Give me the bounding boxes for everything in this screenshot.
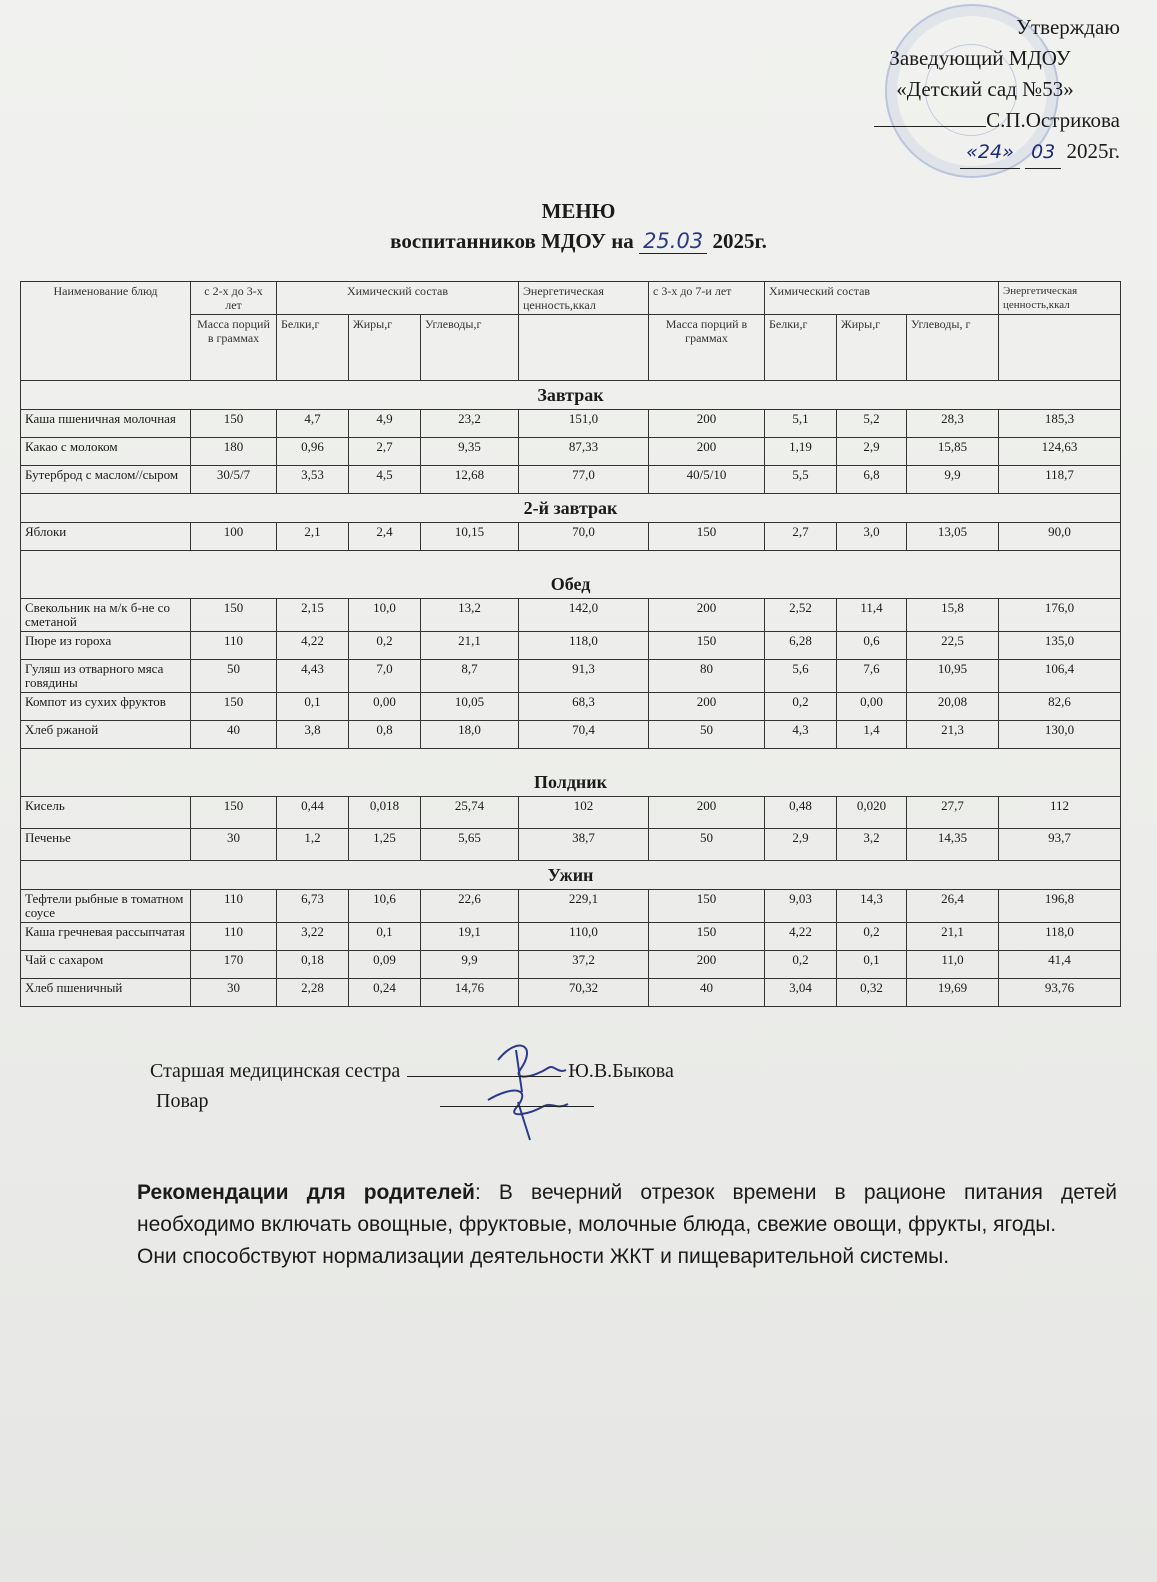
cell-mass-2-3: 110	[191, 890, 277, 923]
header-protein-2: Белки,г	[765, 315, 837, 381]
cell-energy-2-3: 87,33	[519, 438, 649, 466]
cell-protein-2-3: 4,43	[277, 660, 349, 693]
cell-fat-3-7: 3,2	[837, 829, 907, 861]
cell-carbs-3-7: 21,3	[907, 721, 999, 749]
cell-mass-2-3: 100	[191, 523, 277, 551]
cell-energy-3-7: 106,4	[999, 660, 1121, 693]
cook-title: Повар	[156, 1090, 209, 1112]
cell-fat-2-3: 0,2	[349, 632, 421, 660]
table-row	[21, 410, 1121, 438]
table-row	[21, 951, 1121, 979]
recommendation-label: Рекомендации для родителей	[137, 1181, 475, 1204]
cell-mass-2-3: 180	[191, 438, 277, 466]
nurse-signature-line	[407, 1058, 561, 1077]
cell-protein-2-3: 0,1	[277, 693, 349, 721]
cell-mass-3-7: 40	[649, 979, 765, 1007]
cell-energy-3-7: 124,63	[999, 438, 1121, 466]
recommendation-text: : В вечерний отрезок времени в рационе питания детей необходимо включать овощные, фруктовые, молочные блюда, свежие овощи, фрукты, ягоды.	[137, 1181, 1117, 1236]
cell-protein-3-7: 6,28	[765, 632, 837, 660]
header-carbs-2: Углеводы, г	[907, 315, 999, 381]
header-carbs-1: Углеводы,г	[421, 315, 519, 381]
cell-fat-2-3: 0,24	[349, 979, 421, 1007]
cell-energy-3-7: 93,76	[999, 979, 1121, 1007]
cell-fat-3-7: 11,4	[837, 599, 907, 632]
cell-carbs-3-7: 15,8	[907, 599, 999, 632]
cell-carbs-3-7: 21,1	[907, 923, 999, 951]
cell-protein-3-7: 9,03	[765, 890, 837, 923]
cell-fat-3-7: 6,8	[837, 466, 907, 494]
cell-dish-name: Гуляш из отварного мяса говядины	[21, 660, 191, 693]
cell-carbs-3-7: 27,7	[907, 797, 999, 829]
cell-carbs-3-7: 10,95	[907, 660, 999, 693]
cell-carbs-3-7: 22,5	[907, 632, 999, 660]
nurse-title: Старшая медицинская сестра	[150, 1060, 401, 1082]
cell-fat-3-7: 3,0	[837, 523, 907, 551]
header-energy-1: Энергетическая ценность,ккал	[519, 282, 649, 315]
section-title: 2-й завтрак	[21, 494, 1121, 523]
cell-dish-name: Чай с сахаром	[21, 951, 191, 979]
cell-energy-3-7: 176,0	[999, 599, 1121, 632]
cell-fat-2-3: 7,0	[349, 660, 421, 693]
cell-dish-name: Каша гречневая рассыпчатая	[21, 923, 191, 951]
cell-fat-3-7: 5,2	[837, 410, 907, 438]
title-line-1: МЕНЮ	[541, 199, 616, 223]
cell-energy-3-7: 112	[999, 797, 1121, 829]
table-row	[21, 466, 1121, 494]
cell-energy-2-3: 102	[519, 797, 649, 829]
cell-fat-2-3: 0,1	[349, 923, 421, 951]
cell-protein-3-7: 0,48	[765, 797, 837, 829]
cell-protein-2-3: 3,22	[277, 923, 349, 951]
table-row	[21, 438, 1121, 466]
section-row	[21, 381, 1121, 410]
table-row	[21, 890, 1121, 923]
cell-energy-3-7: 196,8	[999, 890, 1121, 923]
cell-energy-3-7: 93,7	[999, 829, 1121, 861]
cell-energy-3-7: 130,0	[999, 721, 1121, 749]
cell-mass-2-3: 30/5/7	[191, 466, 277, 494]
cell-fat-3-7: 0,00	[837, 693, 907, 721]
cell-energy-3-7: 82,6	[999, 693, 1121, 721]
cell-mass-2-3: 150	[191, 797, 277, 829]
cell-fat-2-3: 0,09	[349, 951, 421, 979]
cell-dish-name: Печенье	[21, 829, 191, 861]
cell-carbs-3-7: 15,85	[907, 438, 999, 466]
cell-energy-2-3: 70,4	[519, 721, 649, 749]
cell-dish-name: Хлеб пшеничный	[21, 979, 191, 1007]
cell-dish-name: Тефтели рыбные в томатном соусе	[21, 890, 191, 923]
cell-carbs-2-3: 5,65	[421, 829, 519, 861]
cell-mass-3-7: 80	[649, 660, 765, 693]
header-name: Наименование блюд	[21, 282, 191, 381]
cell-energy-3-7: 185,3	[999, 410, 1121, 438]
cell-carbs-3-7: 28,3	[907, 410, 999, 438]
cell-carbs-2-3: 12,68	[421, 466, 519, 494]
cell-fat-3-7: 2,9	[837, 438, 907, 466]
cook-signature-line	[440, 1088, 594, 1107]
handwritten-date: 25.03	[639, 229, 707, 254]
cell-energy-2-3: 37,2	[519, 951, 649, 979]
table-row	[21, 829, 1121, 861]
cell-carbs-2-3: 19,1	[421, 923, 519, 951]
table-row	[21, 721, 1121, 749]
cell-fat-2-3: 0,8	[349, 721, 421, 749]
header-row-1	[21, 282, 1121, 315]
title-prefix: воспитанников МДОУ на	[390, 229, 634, 253]
cell-protein-2-3: 4,7	[277, 410, 349, 438]
header-mass-2: Масса порций в граммах	[649, 315, 765, 381]
section-row	[21, 749, 1121, 797]
table-row	[21, 923, 1121, 951]
cell-protein-2-3: 2,28	[277, 979, 349, 1007]
cell-protein-3-7: 4,22	[765, 923, 837, 951]
table-row	[21, 693, 1121, 721]
header-fat-1: Жиры,г	[349, 315, 421, 381]
cell-mass-3-7: 200	[649, 410, 765, 438]
cell-fat-3-7: 0,32	[837, 979, 907, 1007]
table-row	[21, 632, 1121, 660]
approval-date-year: 2025г.	[1066, 139, 1120, 163]
cell-carbs-2-3: 18,0	[421, 721, 519, 749]
cell-carbs-3-7: 19,69	[907, 979, 999, 1007]
cell-protein-2-3: 1,2	[277, 829, 349, 861]
cell-dish-name: Какао с молоком	[21, 438, 191, 466]
cell-dish-name: Свекольник на м/к б-не со сметаной	[21, 599, 191, 632]
cell-energy-2-3: 110,0	[519, 923, 649, 951]
cell-dish-name: Пюре из гороха	[21, 632, 191, 660]
cell-energy-2-3: 77,0	[519, 466, 649, 494]
cell-protein-2-3: 0,44	[277, 797, 349, 829]
cell-energy-2-3: 91,3	[519, 660, 649, 693]
cell-mass-3-7: 50	[649, 721, 765, 749]
cell-carbs-2-3: 13,2	[421, 599, 519, 632]
cell-protein-3-7: 5,1	[765, 410, 837, 438]
cell-carbs-2-3: 14,76	[421, 979, 519, 1007]
cell-energy-2-3: 38,7	[519, 829, 649, 861]
cell-carbs-2-3: 25,74	[421, 797, 519, 829]
cell-energy-2-3: 70,32	[519, 979, 649, 1007]
cell-fat-3-7: 0,020	[837, 797, 907, 829]
cell-fat-3-7: 1,4	[837, 721, 907, 749]
cell-protein-3-7: 2,9	[765, 829, 837, 861]
cell-fat-2-3: 0,018	[349, 797, 421, 829]
cell-mass-3-7: 150	[649, 523, 765, 551]
cell-fat-2-3: 4,9	[349, 410, 421, 438]
header-chem-1: Химический состав	[277, 282, 519, 315]
cell-energy-2-3: 142,0	[519, 599, 649, 632]
table-row	[21, 797, 1121, 829]
header-energy-2: Энергетическая ценность,ккал	[999, 282, 1121, 315]
table-row	[21, 660, 1121, 693]
cell-fat-2-3: 4,5	[349, 466, 421, 494]
cell-fat-3-7: 0,2	[837, 923, 907, 951]
cell-carbs-3-7: 9,9	[907, 466, 999, 494]
cell-fat-2-3: 1,25	[349, 829, 421, 861]
cell-mass-3-7: 150	[649, 923, 765, 951]
cell-fat-2-3: 2,4	[349, 523, 421, 551]
cell-protein-2-3: 2,15	[277, 599, 349, 632]
cell-mass-2-3: 150	[191, 410, 277, 438]
signature-line	[874, 108, 986, 127]
cell-fat-3-7: 7,6	[837, 660, 907, 693]
cell-carbs-2-3: 9,35	[421, 438, 519, 466]
cell-carbs-2-3: 21,1	[421, 632, 519, 660]
title-line-2	[0, 226, 1157, 256]
cell-mass-2-3: 50	[191, 660, 277, 693]
approval-date-day: «24»	[960, 137, 1020, 169]
cell-carbs-3-7: 13,05	[907, 523, 999, 551]
header-age-2: с 3-х до 7-и лет	[649, 282, 765, 315]
approval-block	[820, 12, 1120, 169]
cell-protein-2-3: 3,53	[277, 466, 349, 494]
cell-mass-3-7: 200	[649, 951, 765, 979]
approval-date-month: 03	[1025, 137, 1061, 169]
cell-protein-2-3: 3,8	[277, 721, 349, 749]
cell-mass-3-7: 200	[649, 797, 765, 829]
cell-energy-3-7: 41,4	[999, 951, 1121, 979]
cell-carbs-3-7: 20,08	[907, 693, 999, 721]
cell-energy-2-3: 70,0	[519, 523, 649, 551]
cell-carbs-2-3: 8,7	[421, 660, 519, 693]
table-row	[21, 979, 1121, 1007]
recommendation-paragraph	[137, 1177, 1117, 1241]
cell-energy-3-7: 118,7	[999, 466, 1121, 494]
cell-dish-name: Яблоки	[21, 523, 191, 551]
cell-mass-2-3: 170	[191, 951, 277, 979]
table-row	[21, 523, 1121, 551]
cell-protein-3-7: 2,7	[765, 523, 837, 551]
section-title: Завтрак	[21, 381, 1121, 410]
approval-line-2: Заведующий МДОУ	[889, 46, 1071, 70]
cell-carbs-3-7: 14,35	[907, 829, 999, 861]
cell-energy-3-7: 90,0	[999, 523, 1121, 551]
cell-protein-2-3: 0,96	[277, 438, 349, 466]
cell-carbs-3-7: 26,4	[907, 890, 999, 923]
cell-energy-2-3: 118,0	[519, 632, 649, 660]
cell-carbs-2-3: 9,9	[421, 951, 519, 979]
cell-carbs-2-3: 10,05	[421, 693, 519, 721]
cell-protein-2-3: 0,18	[277, 951, 349, 979]
cell-fat-2-3: 10,0	[349, 599, 421, 632]
cell-mass-3-7: 200	[649, 693, 765, 721]
title-suffix: 2025г.	[712, 229, 767, 253]
cell-carbs-2-3: 22,6	[421, 890, 519, 923]
cell-energy-2-3: 229,1	[519, 890, 649, 923]
cell-dish-name: Компот из сухих фруктов	[21, 693, 191, 721]
cell-fat-3-7: 14,3	[837, 890, 907, 923]
cell-mass-3-7: 150	[649, 890, 765, 923]
cell-energy-2-3: 151,0	[519, 410, 649, 438]
cell-fat-3-7: 0,6	[837, 632, 907, 660]
section-title: Ужин	[21, 861, 1121, 890]
cell-mass-2-3: 150	[191, 599, 277, 632]
header-age-1: с 2-х до 3-х лет	[191, 282, 277, 315]
menu-table	[20, 281, 1121, 1007]
section-row	[21, 494, 1121, 523]
cell-carbs-3-7: 11,0	[907, 951, 999, 979]
cell-fat-2-3: 0,00	[349, 693, 421, 721]
cell-protein-3-7: 2,52	[765, 599, 837, 632]
nurse-name: Ю.В.Быкова	[568, 1060, 674, 1082]
cell-mass-3-7: 200	[649, 599, 765, 632]
cell-fat-2-3: 10,6	[349, 890, 421, 923]
cell-dish-name: Бутерброд с маслом//сыром	[21, 466, 191, 494]
approver-name: С.П.Острикова	[986, 108, 1120, 132]
cell-carbs-2-3: 23,2	[421, 410, 519, 438]
cook-signature-row	[150, 1086, 674, 1116]
section-title: Обед	[21, 551, 1121, 599]
header-protein-1: Белки,г	[277, 315, 349, 381]
cell-protein-3-7: 5,6	[765, 660, 837, 693]
header-chem-2: Химический состав	[765, 282, 999, 315]
cell-mass-3-7: 200	[649, 438, 765, 466]
nurse-signature-row	[150, 1056, 674, 1086]
header-fat-2: Жиры,г	[837, 315, 907, 381]
cell-protein-3-7: 0,2	[765, 951, 837, 979]
cell-mass-3-7: 40/5/10	[649, 466, 765, 494]
cell-protein-3-7: 0,2	[765, 693, 837, 721]
page-title	[0, 196, 1157, 256]
section-row	[21, 861, 1121, 890]
cell-protein-3-7: 4,3	[765, 721, 837, 749]
menu-table-body	[21, 381, 1121, 1007]
cell-dish-name: Хлеб ржаной	[21, 721, 191, 749]
cell-protein-3-7: 5,5	[765, 466, 837, 494]
cell-fat-3-7: 0,1	[837, 951, 907, 979]
approval-date-row	[820, 136, 1120, 169]
cell-protein-2-3: 4,22	[277, 632, 349, 660]
cell-mass-3-7: 50	[649, 829, 765, 861]
approval-signature-row	[820, 105, 1120, 136]
cell-fat-2-3: 2,7	[349, 438, 421, 466]
cell-protein-2-3: 6,73	[277, 890, 349, 923]
cell-mass-2-3: 150	[191, 693, 277, 721]
header-blank-2	[999, 315, 1121, 381]
cell-mass-2-3: 30	[191, 979, 277, 1007]
cell-mass-2-3: 110	[191, 923, 277, 951]
cell-protein-3-7: 1,19	[765, 438, 837, 466]
section-title: Полдник	[21, 749, 1121, 797]
cell-mass-2-3: 110	[191, 632, 277, 660]
header-mass-1: Масса порций в граммах	[191, 315, 277, 381]
signatures-block	[150, 1056, 674, 1116]
recommendation-text-2: Они способствуют нормализации деятельности ЖКТ и пищеварительной системы.	[137, 1245, 950, 1268]
approval-line-3: «Детский сад №53»	[896, 77, 1074, 101]
cell-energy-3-7: 118,0	[999, 923, 1121, 951]
cell-carbs-2-3: 10,15	[421, 523, 519, 551]
cell-dish-name: Кисель	[21, 797, 191, 829]
header-blank-1	[519, 315, 649, 381]
cell-mass-2-3: 40	[191, 721, 277, 749]
recommendation-block	[137, 1177, 1117, 1273]
table-row	[21, 599, 1121, 632]
approval-line-1: Утверждаю	[1016, 15, 1120, 39]
cell-mass-2-3: 30	[191, 829, 277, 861]
cell-mass-3-7: 150	[649, 632, 765, 660]
cell-energy-3-7: 135,0	[999, 632, 1121, 660]
section-row	[21, 551, 1121, 599]
cell-dish-name: Каша пшеничная молочная	[21, 410, 191, 438]
cell-energy-2-3: 68,3	[519, 693, 649, 721]
cell-protein-2-3: 2,1	[277, 523, 349, 551]
cell-protein-3-7: 3,04	[765, 979, 837, 1007]
